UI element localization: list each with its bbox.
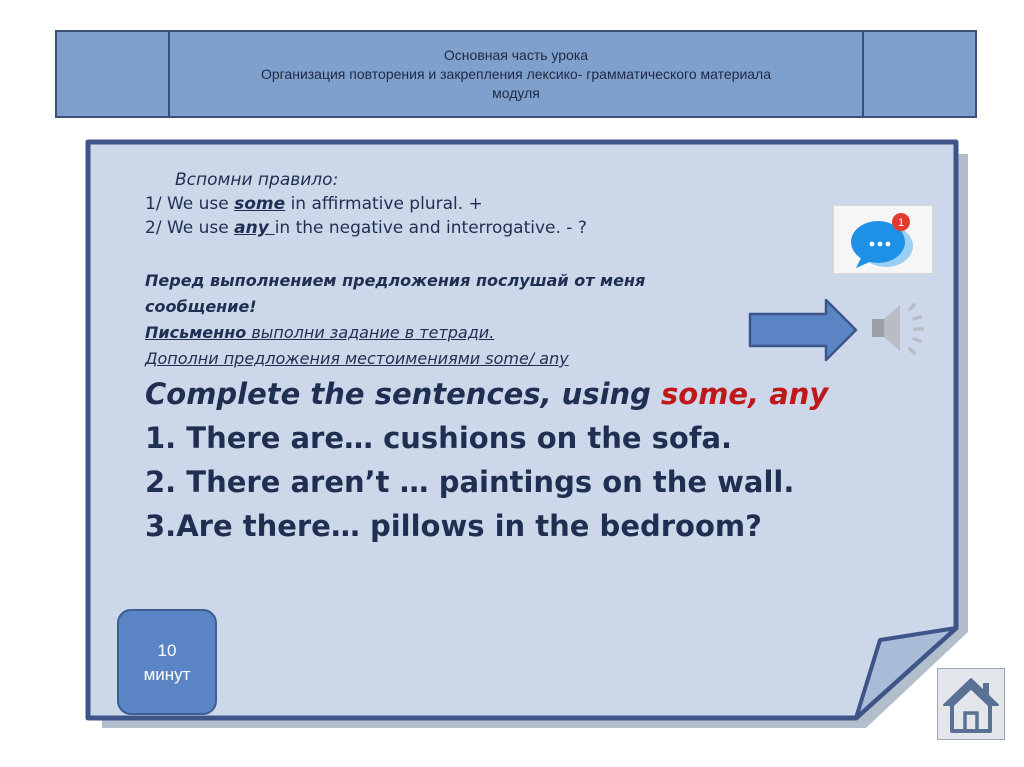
listen-instruction-2: сообщение! [145, 297, 257, 316]
timer-value: 10 [157, 641, 177, 660]
rule-2-text: 2/ We use [145, 218, 235, 238]
header-line-1: Основная часть урока [443, 47, 589, 63]
sentence-2: 2. There aren’t … paintings on the wall. [145, 465, 795, 499]
chat-link[interactable] [833, 205, 933, 274]
rule-2 [145, 216, 825, 240]
exercise-title [145, 372, 829, 416]
lesson-content [145, 168, 829, 548]
sentence-1: 1. There are… cushions on the sofa. [145, 421, 733, 455]
header-line-2: Организация повторения и закрепления лексико- грамматического материала [260, 66, 772, 82]
speaker-icon[interactable] [866, 295, 938, 363]
exercise-title-keywords: some, any [661, 377, 829, 411]
rule-2-keyword: any [234, 218, 275, 238]
rule-1-text: 1/ We use [145, 194, 235, 214]
written-bold: Письменно [145, 323, 247, 342]
written-instruction [145, 320, 825, 346]
header-line-3: модуля [492, 85, 540, 101]
home-button[interactable] [937, 668, 1005, 740]
complete-instruction-ru: Дополни предложения местоимениями some/ any [145, 349, 569, 368]
sentence-3: 3.Are there… pillows in the bedroom? [145, 509, 762, 543]
chat-badge: 1 [897, 217, 905, 229]
exercise-title-text: Complete the sentences, using [145, 377, 662, 411]
chat-bubble-icon [834, 206, 932, 273]
written-rest: выполни задание в тетради. [246, 323, 495, 342]
timer-unit: минут [143, 665, 191, 684]
rule-title: Вспомни правило: [175, 170, 339, 190]
rule-1-keyword: some [234, 194, 286, 214]
home-icon [938, 669, 1004, 739]
arrow-right-icon [748, 298, 860, 362]
rule-1 [145, 192, 825, 216]
rule-2-rest: in the negative and interrogative. - ? [274, 218, 587, 238]
rule-1-rest: in affirmative plural. + [285, 194, 483, 214]
listen-instruction-1: Перед выполнением предложения послушай от меня [145, 271, 646, 290]
timer-badge [117, 609, 217, 715]
